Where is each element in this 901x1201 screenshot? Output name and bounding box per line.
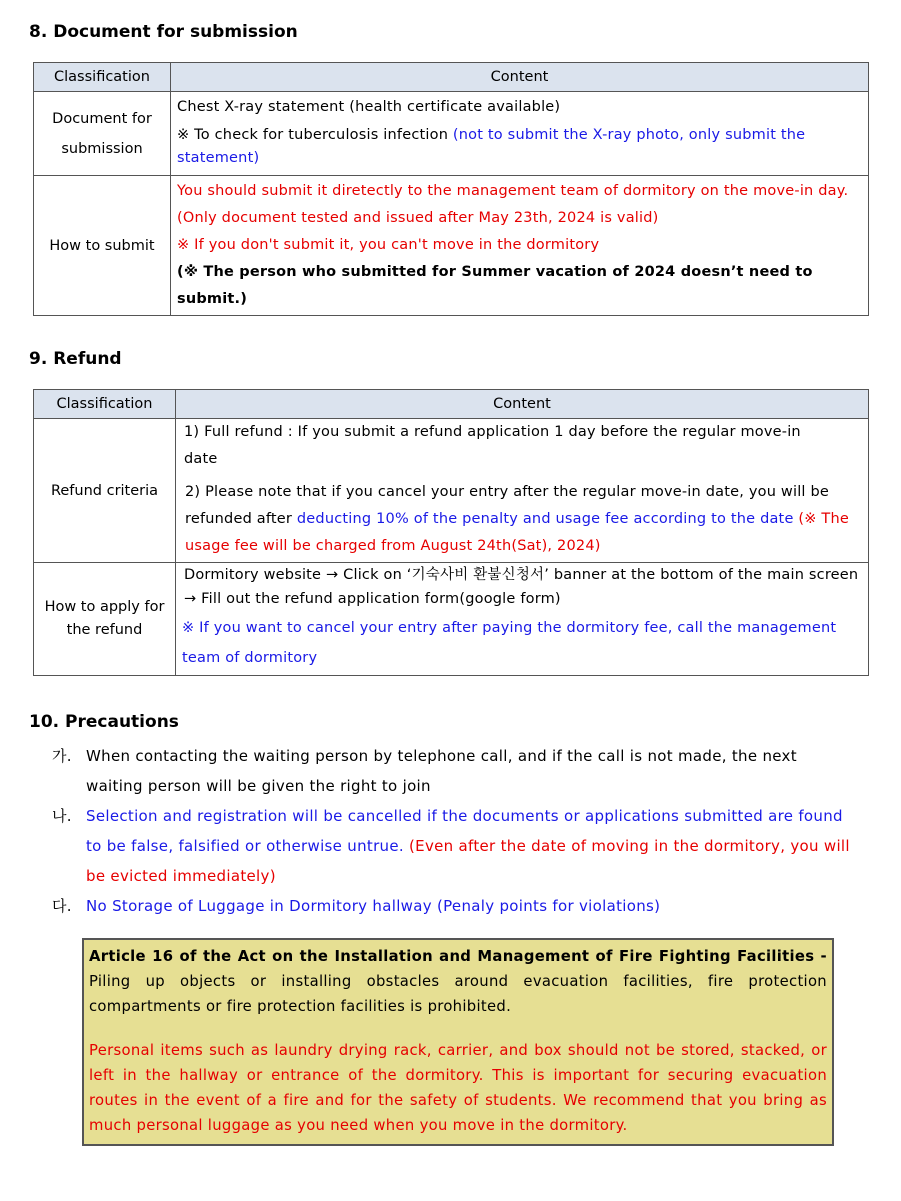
apply-cancel-note: ※ If you want to cancel your entry after paying the dormitory fee, call the management team of dormitory xyxy=(182,620,837,666)
document-table xyxy=(33,62,869,316)
submit-warning: ※ If you don't submit it, you can't move in the dormitory xyxy=(177,237,600,253)
table-row xyxy=(34,176,869,316)
refund-item-1: 1) Full refund : If you submit a refund application 1 day before the regular move-in date xyxy=(184,424,801,467)
refund-item-2 xyxy=(182,479,862,560)
refund-item-2-blue: deducting 10% of the penalty and usage fee according to the date xyxy=(296,511,799,527)
precaution-text: When contacting the waiting person by telephone call, and if the call is not made, the next waiting person will be given the right to join xyxy=(86,747,797,795)
fire-notice-text: Piling up objects or installing obstacles around evacuation facilities, fire protection compartments or fire protection facilities is prohibited. xyxy=(89,973,827,1015)
document-line: Chest X-ray statement (health certificate available) xyxy=(177,99,561,115)
row-content-document xyxy=(171,92,869,176)
header-classification: Classification xyxy=(34,63,171,92)
row-content-refund-criteria xyxy=(176,419,869,563)
row-label-refund-criteria: Refund criteria xyxy=(34,419,176,563)
row-label-how-to-apply: How to apply for the refund xyxy=(34,563,176,676)
precaution-text-blue: Selection and registration will be cancelled if the documents or applications submitted are found to be false, falsified or otherwise untrue. xyxy=(86,807,843,855)
header-content: Content xyxy=(171,63,869,92)
section-8-title: 8. Document for submission xyxy=(29,22,298,42)
fire-notice-title: Article 16 of the Act on the Installation and Management of Fire Fighting Facilities - xyxy=(89,948,827,965)
document-note-prefix: ※ To check for tuberculosis infection xyxy=(177,127,453,143)
fire-notice-paragraph xyxy=(89,944,827,1019)
fire-safety-notice-box xyxy=(82,938,834,1146)
apply-steps: Dormitory website → Click on ‘기숙사비 환불신청서’ banner at the bottom of the main screen → Fill out the refund application form(google form) xyxy=(184,567,859,607)
row-label-how-to-submit: How to submit xyxy=(34,176,171,316)
precaution-marker: 다. xyxy=(52,897,72,915)
precaution-item xyxy=(52,801,852,891)
precaution-item xyxy=(52,891,852,921)
table-row xyxy=(34,92,869,176)
refund-item-2-prefix: 2) Please note that if you cancel your entry after the regular move-in date, you will be refunded after xyxy=(185,484,829,527)
row-content-how-to-submit xyxy=(171,176,869,316)
document-note-blue: (not to submit the X-ray photo, only submit the statement) xyxy=(177,127,806,166)
precaution-marker: 나. xyxy=(52,807,72,825)
precautions-list xyxy=(52,741,852,921)
section-9-title: 9. Refund xyxy=(29,349,122,369)
header-classification: Classification xyxy=(34,390,176,419)
section-10-title: 10. Precautions xyxy=(29,712,179,732)
row-content-how-to-apply xyxy=(176,563,869,676)
precaution-marker: 가. xyxy=(52,747,72,765)
header-content: Content xyxy=(176,390,869,419)
table-header-row xyxy=(34,63,869,92)
submit-instruction: You should submit it diretectly to the management team of dormitory on the move-in day. (Only document tested and issued after May 23th, 2024 is valid) xyxy=(177,183,849,226)
submit-exemption: (※ The person who submitted for Summer vacation of 2024 doesn’t need to submit.) xyxy=(177,264,813,307)
refund-item-2-red: (※ The usage fee will be charged from August 24th(Sat), 2024) xyxy=(185,511,849,554)
row-label-document: Document for submission xyxy=(34,92,171,176)
luggage-notice-paragraph: Personal items such as laundry drying rack, carrier, and box should not be stored, stacked, or left in the hallway or entrance of the dormitory. This is important for securing evacuation routes in the event of a fire and for the safety of students. We recommend that you bring as much personal luggage as you need when you move in the dormitory. xyxy=(89,1042,827,1134)
table-header-row xyxy=(34,390,869,419)
precaution-text-blue: No Storage of Luggage in Dormitory hallway (Penaly points for violations) xyxy=(86,897,661,915)
precaution-text-red: (Even after the date of moving in the dormitory, you will be evicted immediately) xyxy=(86,837,850,885)
document-note xyxy=(177,124,862,170)
table-row xyxy=(34,419,869,563)
table-row xyxy=(34,563,869,676)
refund-table xyxy=(33,389,869,676)
precaution-item xyxy=(52,741,852,801)
